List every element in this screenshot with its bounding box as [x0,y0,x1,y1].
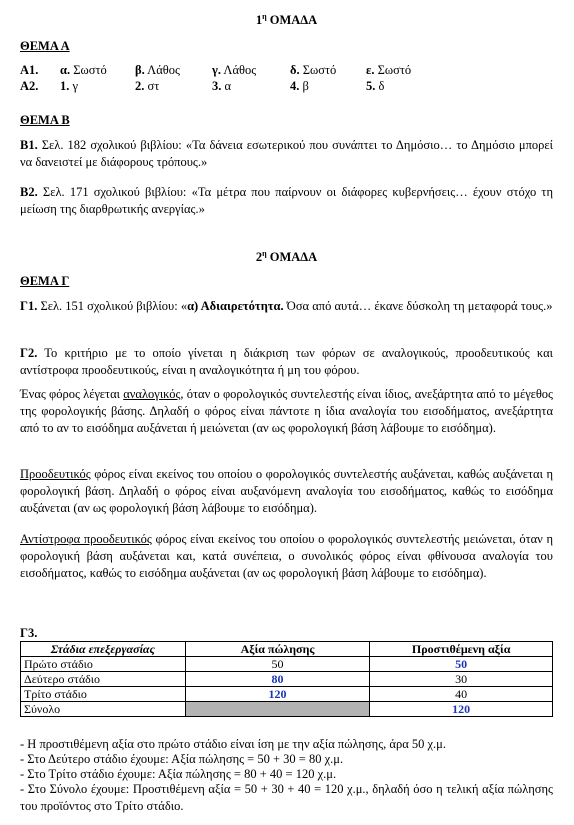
a1-item-3: γ. Λάθος [212,63,257,77]
a1-item-4: δ. Σωστό [290,63,337,77]
added-value-cell: 50 [370,657,553,672]
answer-g1: Γ1. Σελ. 151 σχολικού βιβλίου: «α) Αδιαιρετότητα. Όσα από αυτά… έκανε δύσκολη τη μεταφορά τους.» [20,299,553,313]
stage-cell: Τρίτο στάδιο [21,687,186,702]
table-row [21,657,553,672]
header-sales-value: Αξία πώλησης [185,642,370,657]
note-2: - Στο Δεύτερο στάδιο έχουμε: Αξία πώλησης = 50 + 30 = 80 χ.μ. [20,752,344,766]
theme-c-heading: ΘΕΜΑ Γ [20,274,70,288]
sales-value-cell: 80 [185,672,370,687]
added-value-cell: 40 [370,687,553,702]
stage-cell: Σύνολο [21,702,186,717]
a2-item-4: 4. β [290,79,309,93]
note-1: - Η προστιθέμενη αξία στο πρώτο στάδιο είναι ίση με την αξία πώλησης, άρα 50 χ.μ. [20,737,446,751]
sales-value-cell: 120 [185,687,370,702]
a2-item-1: 1. γ [60,79,79,93]
stage-cell: Πρώτο στάδιο [21,657,186,672]
a2-item-2: 2. στ [135,79,160,93]
answer-b1: Β1. Σελ. 182 σχολικού βιβλίου: «Τα δάνεια εσωτερικού που συνάπτει το Δημόσιο… το Δημόσιο μπορεί να δανειστεί με διάφορους τρόπους.» [20,138,553,169]
table-header-row [21,642,553,657]
stage-cell: Δεύτερο στάδιο [21,672,186,687]
g3-label: Γ3. [20,626,38,640]
table-row-total [21,702,553,717]
note-4: - Στο Σύνολο έχουμε: Προστιθέμενη αξία = 50 + 30 + 40 = 120 χ.μ., δηλαδή όσο η τελική αξία πώλησης του προϊόντος στο Τρίτο στάδιο. [20,782,553,813]
a2-label: Α2. [20,79,39,93]
a1-item-5: ε. Σωστό [366,63,412,77]
theme-b-heading: ΘΕΜΑ Β [20,113,70,127]
a2-item-3: 3. α [212,79,232,93]
paragraph-proportional: Ένας φόρος λέγεται αναλογικός, όταν ο φορολογικός συντελεστής είναι ίδιος, ανεξάρτητα από το μέγεθος της φορολογικής βάσης. Δηλαδή ο φόρος είναι πάντοτε η ίδια αναλογία του εισοδήματος, ανεξάρτητα από το αν το εισόδημα αυξάνεται ή μειώνεται (αν ως φορολογική βάση λάβουμε το εισόδημα). [20,387,554,435]
paragraph-progressive: Προοδευτικός φόρος είναι εκείνος του οποίου ο φορολογικός συντελεστής αυξάνεται, καθώς αυξάνεται η φορολογική βάση. Δηλαδή ο φόρος είναι αυξανόμενη αναλογία του εισοδήματος, καθώς το εισόδημα αυξάνεται (αν ως φορολογική βάση λάβουμε το εισόδημα). [20,467,553,515]
theme-a-heading: ΘΕΜΑ Α [20,39,70,53]
answer-b2: Β2. Σελ. 171 σχολικού βιβλίου: «Τα μέτρα που παίρνουν οι διάφορες κυβερνήσεις… έχουν στόχο τη μείωση της διαρθρωτικής ανεργίας.» [20,185,553,216]
value-added-table [20,641,553,717]
answer-g2: Γ2. Το κριτήριο με το οποίο γίνεται η διάκριση των φόρων σε αναλογικούς, προοδευτικούς και αντίστροφα προοδευτικούς, είναι η αναλογικότητα ή μη του φόρου. [20,346,553,377]
note-3: - Στο Τρίτο στάδιο έχουμε: Αξία πώλησης = 80 + 40 = 120 χ.μ. [20,767,337,781]
answer-row-a1 [20,63,553,80]
header-stages: Στάδια επεξεργασίας [21,642,186,657]
sales-value-cell: 50 [185,657,370,672]
table-row [21,672,553,687]
sales-value-cell-shaded [185,702,370,717]
group1-title: $1^\eta$ ΟΜΑΔΑ [255,11,318,27]
added-value-cell: 30 [370,672,553,687]
a1-label: Α1. [20,63,39,77]
a2-item-5: 5. δ [366,79,385,93]
added-value-cell: 120 [370,702,553,717]
table-row [21,687,553,702]
a1-item-2: β. Λάθος [135,63,180,77]
answer-row-a2 [20,79,553,96]
paragraph-regressive: Αντίστροφα προοδευτικός φόρος είναι εκείνος του οποίου ο φορολογικός συντελεστής μειώνεται, όταν η φορολογική βάση αυξάνεται και, κατά συνέπεια, ο συνολικός φόρος είναι φθίνουσα αναλογία του εισοδήματος, καθώς το εισόδημα αυξάνεται (αν ως φορολογική βάση λάβουμε το εισόδημα). [20,532,554,580]
a1-item-1: α. Σωστό [60,63,107,77]
header-added-value: Προστιθέμενη αξία [370,642,553,657]
group2-title: $2^\eta$ ΟΜΑΔΑ [255,248,318,264]
